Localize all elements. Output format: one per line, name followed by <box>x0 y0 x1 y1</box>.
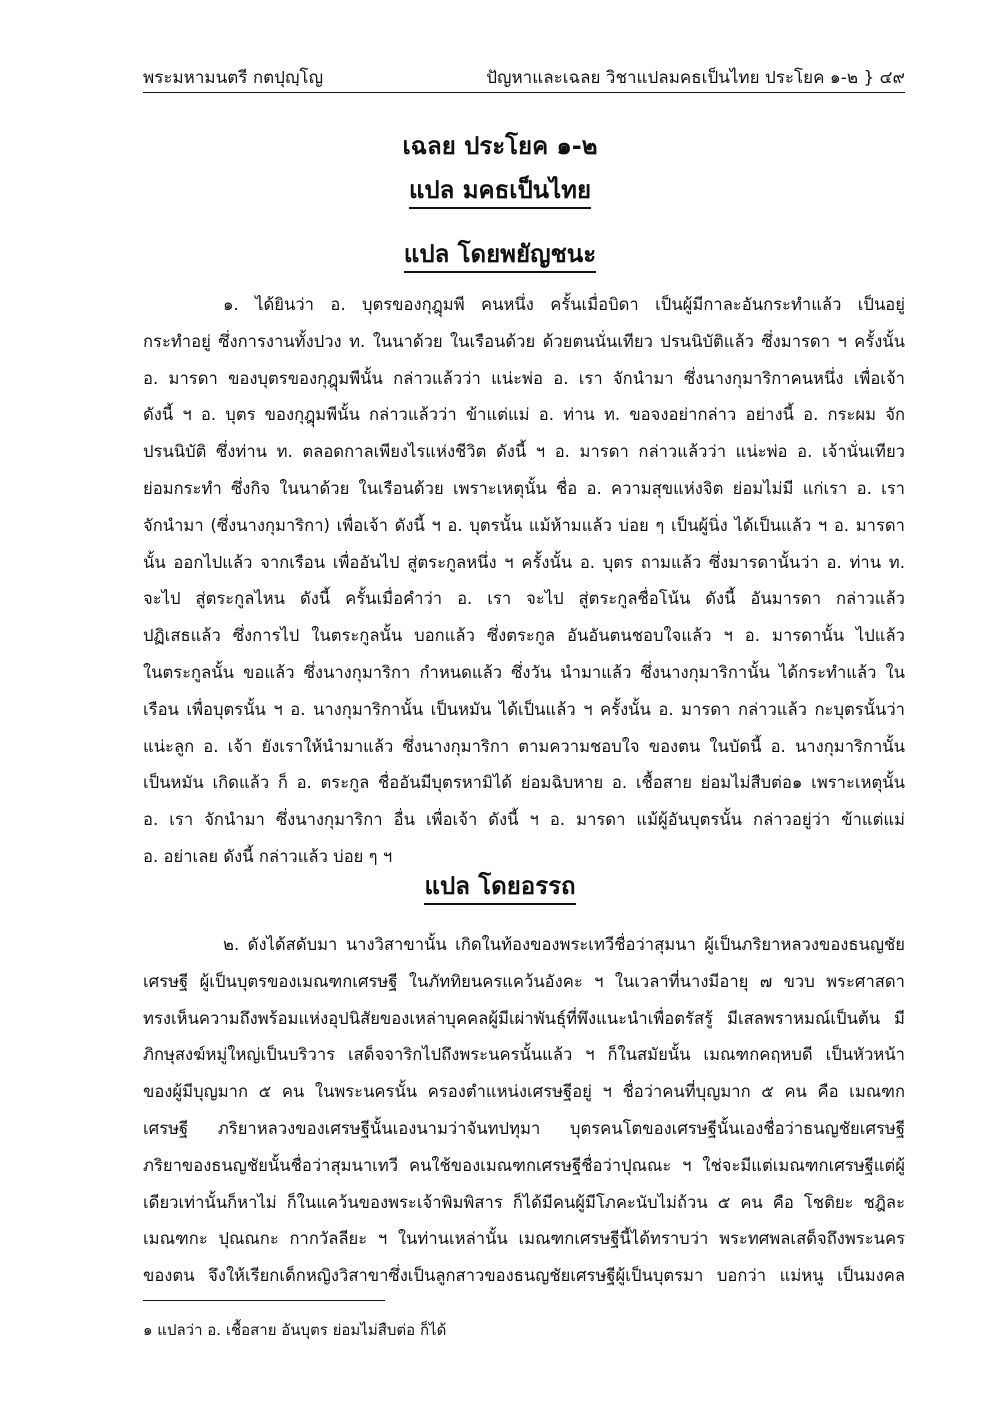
paragraph-line: ของตน จึงให้เรียกเด็กหญิงวิสาขาซึ่งเป็นลูกสาวของธนญชัยเศรษฐีผู้เป็นบุตรมา บอกว่า แม่หนู เป็นมงคล <box>143 1266 905 1286</box>
main-title-text: เฉลย ประโยค ๑-๒ <box>402 132 598 160</box>
paragraph-line: ๒. ดังได้สดับมา นางวิสาขานั้น เกิดในท้องของพระเทวีชื่อว่าสุมนา ผู้เป็นภริยาหลวงของธนญชัย <box>223 935 905 954</box>
paragraph-line: นั้น ออกไปแล้ว จากเรือน เพื่ออันไป สู่ตระกูลหนึ่ง ฯ ครั้งนั้น อ. บุตร ถามแล้ว ซึ่งมารดานั้นว่า อ. ท่าน ท. <box>143 552 905 572</box>
paragraph-line: เมณฑกะ ปุณณกะ กากวัลลียะ ฯ ในท่านเหล่านั้น เมณฑกเศรษฐีนี้ได้ทราบว่า พระทศพลเสด็จถึงพระนคร <box>143 1229 905 1249</box>
section-heading-literal-text: แปล โดยพยัญชนะ <box>404 240 596 273</box>
paragraph-line: อ. เรา จักนำมา ซึ่งนางกุมาริกา อื่น เพื่อเจ้า ดังนี้ ฯ อ. มารดา แม้ผู้อันบุตรนั้น กล่าวอยู่ว่า ข้าแต่แม่ <box>143 810 905 830</box>
footnote: ๑ แปลว่า อ. เชื้อสาย อันบุตร ย่อมไม่สืบต่อ ก็ได้ <box>143 1321 447 1339</box>
paragraph-line: ปรนนิบัติ ซึ่งท่าน ท. ตลอดกาลเพียงไรแห่งชีวิต ดังนี้ ฯ อ. มารดา กล่าวแล้วว่า แน่ะพ่อ อ. เจ้านั่นเทียว <box>143 442 905 462</box>
section-heading-meaning <box>0 866 1000 905</box>
paragraph-literal-translation <box>143 287 905 876</box>
paragraph-line: เป็นหมัน เกิดแล้ว ก็ อ. ตระกูล ชื่ออันมีบุตรหามิได้ ย่อมฉิบหาย อ. เชื้อสาย ย่อมไม่สืบต่อ๑ เพราะเหตุนั้น <box>143 773 905 793</box>
paragraph-line: แน่ะลูก อ. เจ้า ยังเราให้นำมาแล้ว ซึ่งนางกุมาริกา ตามความชอบใจ ของตน ในบัดนี้ อ. นางกุมาริกานั้น <box>143 736 905 756</box>
running-header <box>143 60 905 93</box>
paragraph-line: เดียวเท่านั้นก็หาไม่ ก็ในแคว้นของพระเจ้าพิมพิสาร ก็ได้มีคนผู้มีโภคะนับไม่ถ้วน ๕ คน คือ โชติยะ ชฎิละ <box>143 1192 905 1212</box>
paragraph-line: อ. มารดา ของบุตรของกุฎุมพีนั้น กล่าวแล้วว่า แน่ะพ่อ อ. เรา จักนำมา ซึ่งนางกุมาริกาคนหนึ่ง เพื่อเจ้า <box>143 368 905 388</box>
sub-title-text: แปล มคธเป็นไทย <box>409 176 591 209</box>
paragraph-line: เศรษฐี ผู้เป็นบุตรของเมณฑกเศรษฐี ในภัททิยนครแคว้นอังคะ ฯ ในเวลาที่นางมีอายุ ๗ ขวบ พระศาสดา <box>143 971 905 991</box>
paragraph-line: เศรษฐี ภริยาหลวงของเศรษฐีนั้นเองนามว่าจันทปทุมา บุตรคนโตของเศรษฐีนั้นเองชื่อว่าธนญชัยเศรษฐี <box>143 1118 905 1138</box>
paragraph-line: ภริยาของธนญชัยนั้นชื่อว่าสุมนาเทวี คนใช้ของเมณฑกเศรษฐีชื่อว่าปุณณะ ฯ ใช่จะมีแต่เมณฑกเศรษฐีแต่ผู้ <box>143 1155 905 1175</box>
section-heading-literal <box>0 234 1000 273</box>
paragraph-line: ๑. ได้ยินว่า อ. บุตรของกุฎุมพี คนหนึ่ง ครั้นเมื่อบิดา เป็นผู้มีกาละอันกระทำแล้ว เป็นอยู่ <box>223 295 905 314</box>
paragraph-line: ทรงเห็นความถึงพร้อมแห่งอุปนิสัยของเหล่าบุคคลผู้มีเผ่าพันธุ์ที่พึงแนะนำเพื่อตรัสรู้ มีเสลพราหมณ์เป็นต้น มี <box>143 1008 905 1028</box>
paragraph-line: กระทำอยู่ ซึ่งการงานทั้งปวง ท. ในนาด้วย ในเรือนด้วย ด้วยตนนั่นเทียว ปรนนิบัติแล้ว ซึ่งมารดา ฯ ครั้งนั้น <box>143 331 905 351</box>
paragraph-line: เรือน เพื่อบุตรนั้น ฯ อ. นางกุมาริกานั้น เป็นหมัน ได้เป็นแล้ว ฯ ครั้งนั้น อ. มารดา กล่าวแล้ว กะบุตรนั้นว่า <box>143 699 905 719</box>
paragraph-line: จะไป สู่ตระกูลไหน ดังนี้ ครั้นเมื่อคำว่า อ. เรา จะไป สู่ตระกูลชื่อโน้น ดังนี้ อันมารดา กล่าวแล้ว <box>143 589 905 609</box>
paragraph-line: ดังนี้ ฯ อ. บุตร ของกุฎุมพีนั้น กล่าวแล้วว่า ข้าแต่แม่ อ. ท่าน ท. ขอจงอย่ากล่าว อย่างนี้ อ. กระผม จัก <box>143 405 905 425</box>
sub-title <box>0 170 1000 209</box>
paragraph-line: จักนำมา (ซึ่งนางกุมาริกา) เพื่อเจ้า ดังนี้ ฯ อ. บุตรนั้น แม้ห้ามแล้ว บ่อย ๆ เป็นผู้นิ่ง ได้เป็นแล้ว ฯ อ. มารดา <box>143 515 905 535</box>
paragraph-free-translation <box>143 927 905 1295</box>
paragraph-line: ในตระกูลนั้น ขอแล้ว ซึ่งนางกุมาริกา กำหนดแล้ว ซึ่งวัน นำมาแล้ว ซึ่งนางกุมาริกานั้น ได้กระทำแล้ว ใน <box>143 662 905 682</box>
paragraph-line: อ. อย่าเลย ดังนี้ กล่าวแล้ว บ่อย ๆ ฯ <box>143 846 393 866</box>
section-heading-meaning-text: แปล โดยอรรถ <box>424 872 575 905</box>
paragraph-line: ปฏิเสธแล้ว ซึ่งการไป ในตระกูลนั้น บอกแล้ว ซึ่งตระกูล อันอันตนชอบใจแล้ว ฯ อ. มารดานั้น ไปแล้ว <box>143 626 905 646</box>
paragraph-line: ย่อมกระทำ ซึ่งกิจ ในนาด้วย ในเรือนด้วย เพราะเหตุนั้น ชื่อ อ. ความสุขแห่งจิต ย่อมไม่มี แก่เรา อ. เรา <box>143 478 905 498</box>
paragraph-line: ภิกษุสงฆ์หมู่ใหญ่เป็นบริวาร เสด็จจาริกไปถึงพระนครนั้นแล้ว ฯ ก็ในสมัยนั้น เมณฑกคฤหบดี เป็นหัวหน้า <box>143 1045 905 1065</box>
main-title <box>0 126 1000 165</box>
header-author: พระมหามนตรี กตปุญฺโญ <box>143 68 324 88</box>
paragraph-line: ของผู้มีบุญมาก ๕ คน ในพระนครนั้น ครองตำแหน่งเศรษฐีอยู่ ฯ ชื่อว่าคนที่บุญมาก ๕ คน คือ เมณฑก <box>143 1082 905 1102</box>
footnote-divider <box>143 1300 385 1301</box>
header-book-title: ปัญหาและเฉลย วิชาแปลมคธเป็นไทย ประโยค ๑-๒ } ๔๙ <box>486 68 905 88</box>
